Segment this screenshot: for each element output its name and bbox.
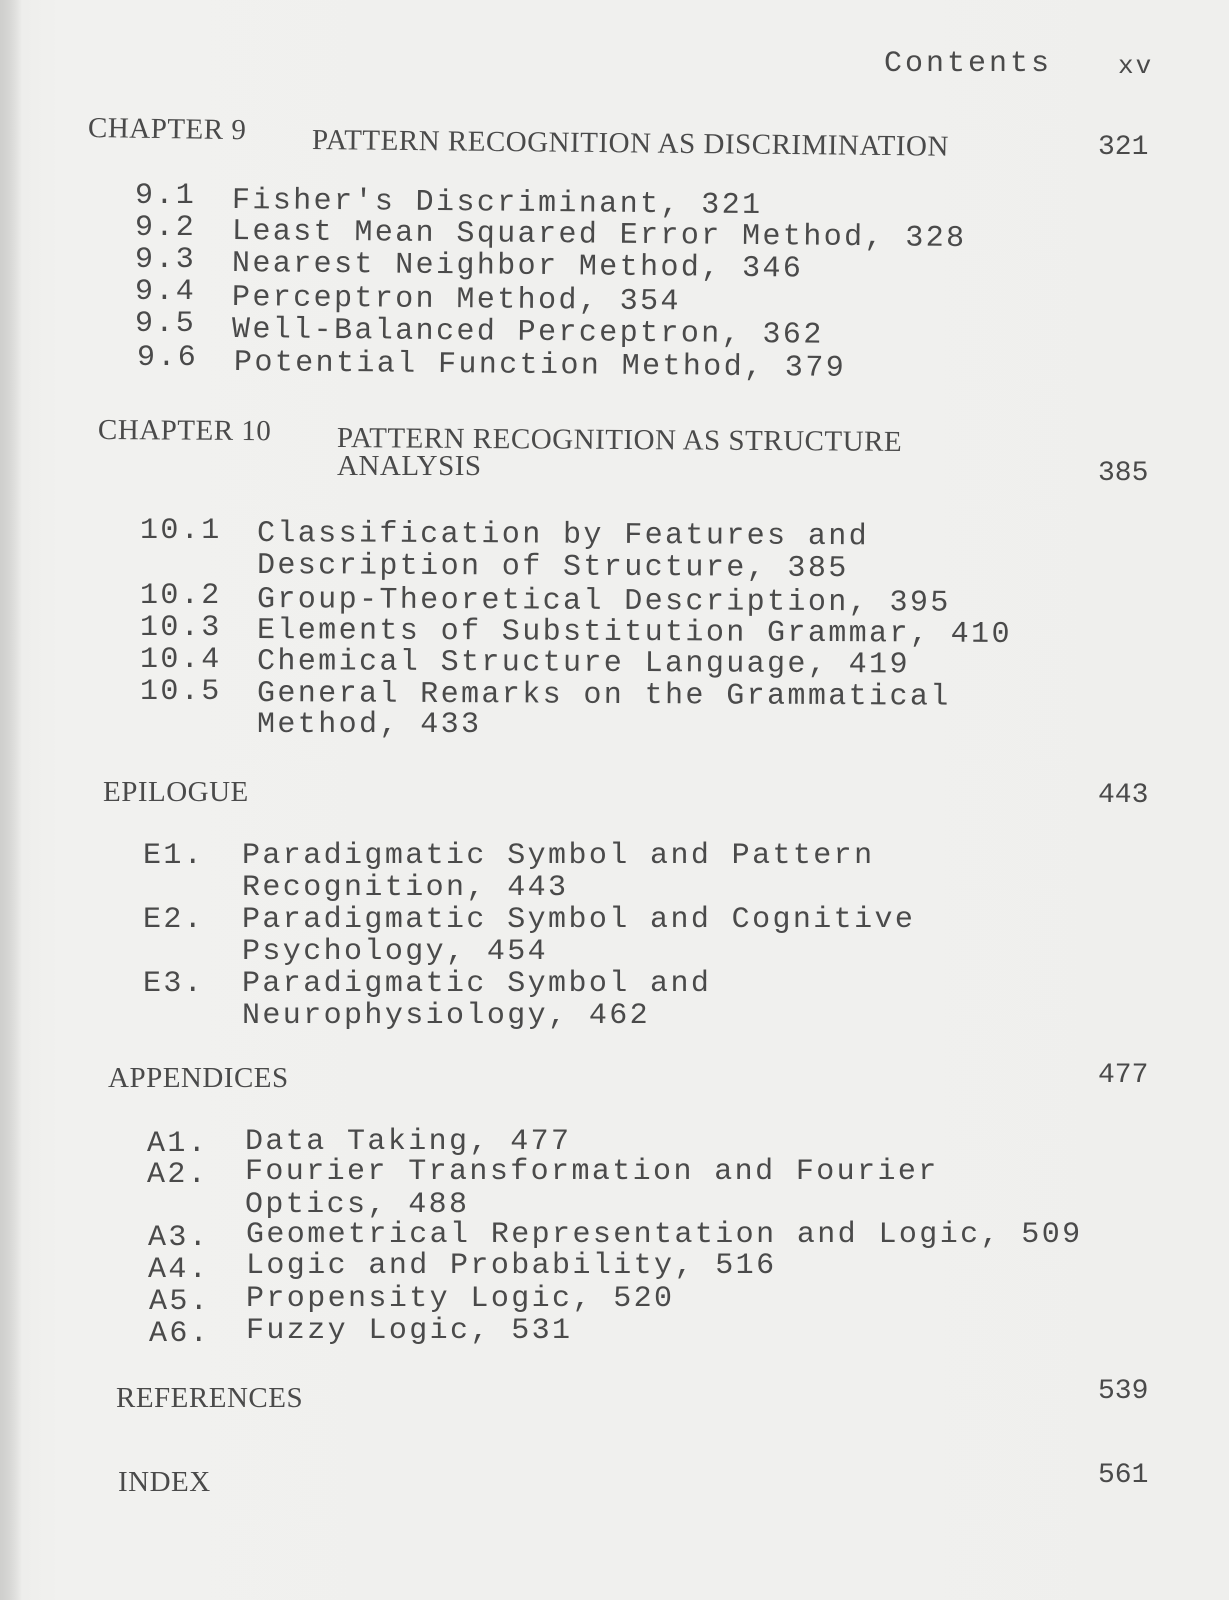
section-number: 9.3 <box>135 243 197 277</box>
page-gutter-shadow <box>0 0 22 1600</box>
section-title: Geometrical Representation and Logic, 509 <box>246 1218 1083 1252</box>
epilogue-page: 443 <box>1098 780 1149 811</box>
section-number: A1. <box>147 1127 209 1161</box>
section-number: E2. <box>143 903 205 937</box>
section-title: Logic and Probability, 516 <box>246 1249 777 1283</box>
section-number: 10.5 <box>140 675 222 709</box>
section-number: A2. <box>147 1158 209 1192</box>
section-title: Chemical Structure Language, 419 <box>256 645 910 683</box>
section-title: Fisher's Discriminant, 321 <box>231 184 763 224</box>
section-number: 9.6 <box>137 341 199 375</box>
section-title: Elements of Substitution Grammar, 410 <box>256 614 1013 652</box>
section-title: Nearest Neighbor Method, 346 <box>231 247 804 287</box>
section-number: 10.2 <box>140 579 222 613</box>
section-number: 9.5 <box>135 307 197 341</box>
section-number: 9.1 <box>135 179 197 213</box>
section-title: Potential Function Method, 379 <box>233 346 847 386</box>
chapter-10-label: CHAPTER 10 <box>97 414 272 448</box>
section-title-line2: Optics, 488 <box>245 1188 470 1222</box>
chapter-10-title-line2: ANALYSIS <box>337 450 482 482</box>
section-title-line2: Psychology, 454 <box>242 935 549 969</box>
section-number: E1. <box>143 839 205 873</box>
epilogue-label: EPILOGUE <box>103 776 249 808</box>
index-label: INDEX <box>118 1466 211 1498</box>
chapter-9-label: CHAPTER 9 <box>87 112 247 147</box>
section-title-line2: Recognition, 443 <box>242 871 569 905</box>
section-number: 10.4 <box>140 643 222 677</box>
section-number: 10.3 <box>140 611 222 645</box>
running-head-title: Contents <box>884 47 1053 81</box>
section-title-line1: Paradigmatic Symbol and Pattern <box>242 839 875 873</box>
chapter-9-title: PATTERN RECOGNITION AS DISCRIMINATION <box>311 124 950 163</box>
section-title: Propensity Logic, 520 <box>246 1282 675 1316</box>
section-title: Group-Theoretical Description, 395 <box>256 583 951 621</box>
section-number: A3. <box>148 1221 210 1255</box>
appendices-page: 477 <box>1098 1060 1149 1091</box>
appendices-label: APPENDICES <box>108 1062 289 1094</box>
section-title-line2: Method, 433 <box>257 708 482 742</box>
section-title-line1: Paradigmatic Symbol and Cognitive <box>242 903 916 937</box>
section-number: 10.1 <box>140 514 222 548</box>
section-title: Well-Balanced Perceptron, 362 <box>231 313 824 353</box>
section-number: 9.4 <box>135 275 197 309</box>
section-number: A5. <box>149 1285 211 1319</box>
section-title: Fuzzy Logic, 531 <box>246 1314 573 1348</box>
section-number: A6. <box>149 1317 211 1351</box>
section-title: Data Taking, 477 <box>245 1125 572 1159</box>
chapter-10-title-line1: PATTERN RECOGNITION AS STRUCTURE <box>336 422 903 458</box>
section-number: 9.2 <box>135 211 197 245</box>
running-head-page-number: xv <box>1118 51 1154 81</box>
references-page: 539 <box>1098 1376 1149 1407</box>
references-label: REFERENCES <box>116 1382 304 1414</box>
section-number: E3. <box>143 967 205 1001</box>
section-title-line1: Classification by Features and <box>256 517 870 555</box>
section-title-line1: Paradigmatic Symbol and <box>242 967 712 1001</box>
index-page: 561 <box>1098 1460 1149 1491</box>
section-title-line1: General Remarks on the Grammatical <box>256 677 951 715</box>
chapter-10-page: 385 <box>1098 458 1149 489</box>
section-title: Least Mean Squared Error Method, 328 <box>231 215 967 257</box>
section-title: Perceptron Method, 354 <box>231 281 682 320</box>
chapter-9-page: 321 <box>1098 132 1149 163</box>
section-title-line2: Neurophysiology, 462 <box>242 999 651 1033</box>
section-title-line1: Fourier Transformation and Fourier <box>245 1155 939 1189</box>
section-title-line2: Description of Structure, 385 <box>256 549 849 587</box>
section-number: A4. <box>148 1253 210 1287</box>
